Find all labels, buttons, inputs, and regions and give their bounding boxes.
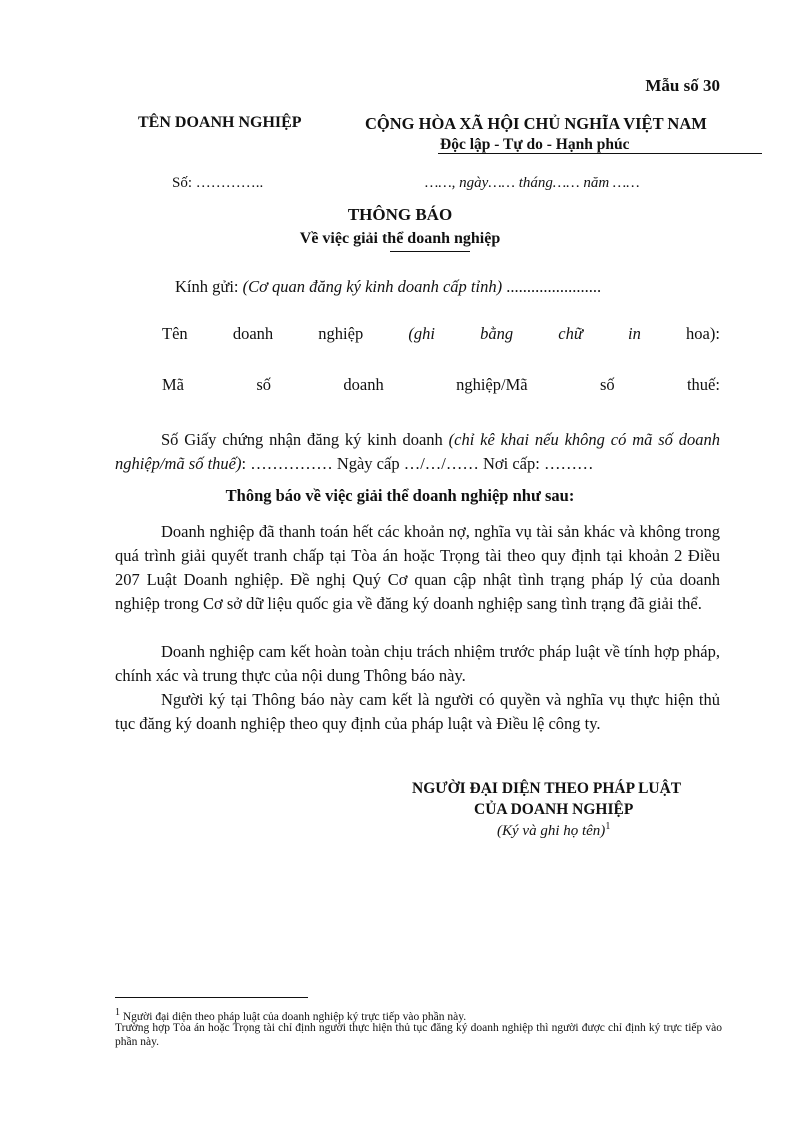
tax-code-line [162, 373, 720, 397]
footnote-reference: 1 [605, 821, 611, 832]
tax-code-word: thuế: [686, 375, 720, 394]
company-name-word: hoa): [686, 324, 720, 343]
motto-underline [438, 153, 762, 154]
registration-certificate-line [115, 428, 720, 476]
paragraph-commitment: Doanh nghiệp cam kết hoàn toàn chịu trách nhiệm trước pháp luật về tính hợp pháp, chính xác và trung thực của nội dung Thông báo này. [115, 642, 720, 685]
recipient-label: Kính gửi: [175, 277, 243, 296]
document-number-field: Số: ………….. [172, 175, 264, 191]
document-subtitle: Về việc giải thể doanh nghiệp [299, 230, 501, 247]
company-name-word: in [628, 324, 641, 343]
paragraph-settlement: Doanh nghiệp đã thanh toán hết các khoản nợ, nghĩa vụ tài sản khác và không trong quá trình giải quyết tranh chấp tại Tòa án hoặc Trọng tài theo quy định tại khoản 2 Điều 207 Luật Doanh nghiệp. Đề nghị Quý Cơ quan cập nhật tình trạng pháp lý của doanh nghiệp trong Cơ sở dữ liệu quốc gia về đăng ký doanh nghiệp sang tình trạng đã giải thể. [115, 522, 720, 613]
signature-instruction [497, 821, 610, 840]
document-title: THÔNG BÁO [347, 205, 453, 224]
tax-code-word: số [256, 375, 272, 394]
company-name-word: Tên [162, 324, 188, 343]
company-name-word: chữ [558, 324, 583, 343]
company-name-word: bằng [480, 324, 514, 343]
footnote-separator [115, 997, 308, 998]
tax-code-word: số [599, 375, 615, 394]
registration-note: (chỉ kê khai nếu không có mã số doanh nghiệp/mã số thuế) [115, 430, 720, 473]
tax-code-word: nghiệp/Mã [456, 375, 528, 394]
national-motto: Độc lập - Tự do - Hạnh phúc [440, 136, 630, 153]
company-name-word: nghiệp [318, 324, 364, 343]
registration-prefix: Số Giấy chứng nhận đăng ký kinh doanh [161, 430, 449, 449]
recipient-value: (Cơ quan đăng ký kinh doanh cấp tỉnh) [242, 277, 503, 296]
national-title: CỘNG HÒA XÃ HỘI CHỦ NGHĨA VIỆT NAM [365, 114, 707, 133]
signature-title: NGƯỜI ĐẠI DIỆN THEO PHÁP LUẬT [412, 780, 682, 797]
company-name-line [162, 322, 720, 346]
footnote-2: Trường hợp Tòa án hoặc Trọng tài chỉ định người thực hiện thủ tục đăng ký doanh nghiệp thì người được chỉ định ký trực tiếp vào phần này. [115, 1022, 722, 1048]
section-heading: Thông báo về việc giải thể doanh nghiệp như sau: [225, 486, 575, 505]
tax-code-word: Mã [162, 375, 184, 394]
signature-title-2: CỦA DOANH NGHIỆP [474, 801, 634, 818]
company-name-word: doanh [232, 324, 274, 343]
signature-instruction-text: (Ký và ghi họ tên) [497, 823, 606, 839]
tax-code-word: doanh [343, 375, 384, 394]
subtitle-underline [390, 251, 470, 252]
company-name-placeholder: TÊN DOANH NGHIỆP [138, 114, 302, 131]
footnote-1-text: Người đại diện theo pháp luật của doanh nghiệp ký trực tiếp vào phần này. [120, 1010, 467, 1023]
registration-suffix: : …………… Ngày cấp …/…/…… Nơi cấp: ……… [241, 454, 594, 473]
form-number: Mẫu số 30 [645, 76, 720, 95]
recipient-line [175, 275, 715, 299]
date-field: ……, ngày…… tháng…… năm …… [425, 175, 640, 191]
footnote-marker: 1 [115, 1007, 120, 1018]
recipient-dots: ....................... [502, 277, 602, 296]
company-name-word: (ghi [408, 324, 435, 343]
paragraph-signer: Người ký tại Thông báo này cam kết là người có quyền và nghĩa vụ thực hiện thủ tục đăng ký doanh nghiệp theo quy định của pháp luật và Điều lệ công ty. [115, 690, 720, 733]
